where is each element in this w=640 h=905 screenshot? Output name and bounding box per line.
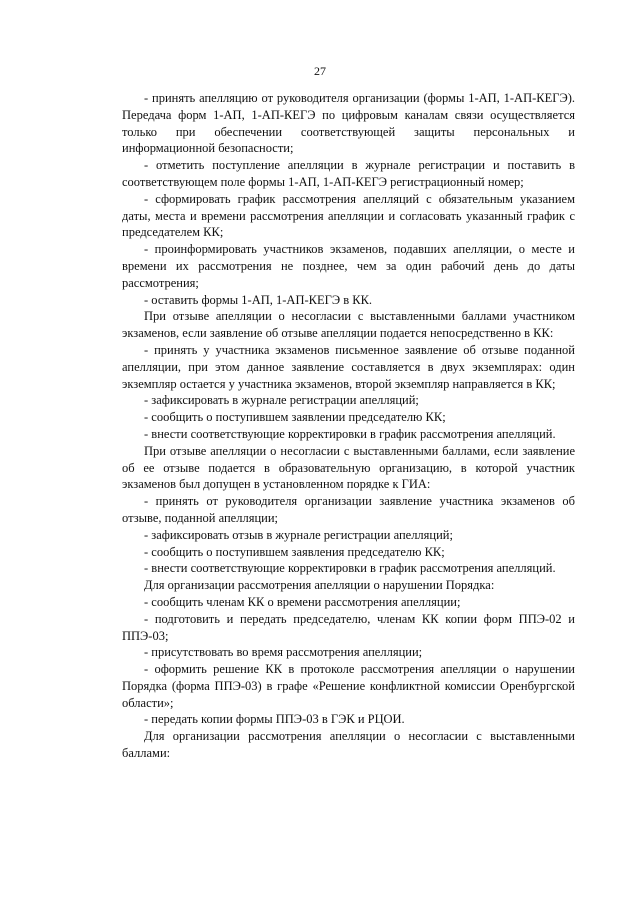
paragraph: - оформить решение КК в протоколе рассмотрения апелляции о нарушении Порядка (форма ППЭ-03) в графе «Решение конфликтной комиссии Оренбургской области»;: [122, 662, 575, 710]
paragraph: - проинформировать участников экзаменов, подавших апелляции, о месте и времени их рассмотрения не позднее, чем за один рабочий день до даты рассмотрения;: [122, 242, 575, 290]
paragraph: - принять у участника экзаменов письменное заявление об отзыве поданной апелляции, при этом данное заявление составляется в двух экземплярах: один экземпляр остается у участника экзаменов, второй экземпляр направляется в КК;: [122, 342, 575, 391]
paragraph: При отзыве апелляции о несогласии с выставленными баллами участником экзаменов, если заявление об отзыве апелляции подается непосредственно в КК:: [122, 309, 575, 341]
paragraph: - зафиксировать отзыв в журнале регистрации апелляций;: [144, 527, 453, 542]
paragraph: При отзыве апелляции о несогласии с выставленными баллами, если заявление об ее отзыве подается в образовательную организацию, в которой участник экзаменов был допущен в установленном порядке к ГИА:: [122, 443, 575, 492]
paragraph: - отметить поступление апелляции в журнале регистрации и поставить в соответствующем поле формы 1-АП, 1-АП-КЕГЭ регистрационный номер;: [122, 158, 575, 189]
body-text: [122, 90, 575, 762]
paragraph: - принять апелляцию от руководителя организации (формы 1-АП, 1-АП-КЕГЭ). Передача форм 1-АП, 1-АП-КЕГЭ по цифровым каналам связи осуществляется только при обеспечении соответствующей защиты персональных и информационной безопасности;: [122, 91, 575, 156]
paragraph: - оставить формы 1-АП, 1-АП-КЕГЭ в КК.: [144, 292, 373, 307]
paragraph: - сообщить о поступившем заявления председателю КК;: [144, 544, 445, 559]
paragraph: - принять от руководителя организации заявление участника экзаменов об отзыве, поданной апелляции;: [122, 494, 575, 525]
paragraph: Для организации рассмотрения апелляции о нарушении Порядка:: [144, 578, 495, 593]
paragraph: - передать копии формы ППЭ-03 в ГЭК и РЦОИ.: [144, 712, 405, 727]
paragraph: - сообщить о поступившем заявлении председателю КК;: [144, 410, 446, 425]
paragraph: - подготовить и передать председателю, членам КК копии форм ППЭ-02 и ППЭ-03;: [122, 611, 575, 643]
paragraph: Для организации рассмотрения апелляции о несогласии с выставленными баллами:: [122, 729, 575, 761]
paragraph: - сообщить членам КК о времени рассмотрения апелляции;: [144, 594, 461, 609]
page-number: 27: [314, 64, 326, 78]
paragraph: - внести соответствующие корректировки в график рассмотрения апелляций.: [144, 426, 556, 441]
paragraph: - присутствовать во время рассмотрения апелляции;: [144, 645, 423, 660]
paragraph: - внести соответствующие корректировки в график рассмотрения апелляций.: [144, 561, 556, 576]
paragraph: - зафиксировать в журнале регистрации апелляций;: [144, 393, 419, 408]
paragraph: - сформировать график рассмотрения апелляций с обязательным указанием даты, места и времени рассмотрения апелляции и согласовать указанный график с председателем КК;: [122, 191, 575, 240]
